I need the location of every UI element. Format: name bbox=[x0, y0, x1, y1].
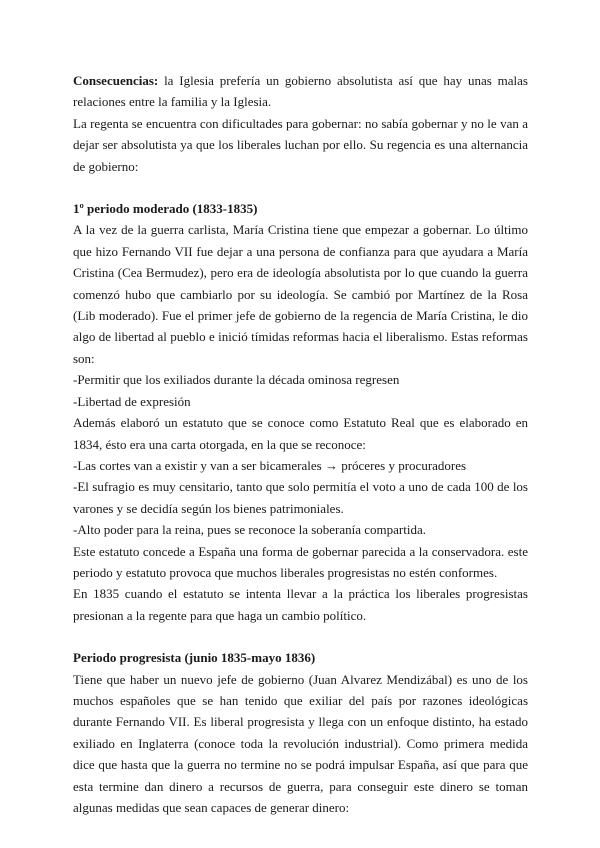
moderado-paragraph-1: A la vez de la guerra carlista, María Cristina tiene que empezar a gobernar. Lo último que hizo Fernando VII fue dejar a una persona de confianza para que ayudara a María Cristina (Cea Bermudez), pero era de ideología absolutista por lo que cuando la guerra comenzó hubo que cambiarlo por su ideología. Se cambió por Martínez de la Rosa (Lib moderado). Fue el primer jefe de gobierno de la regencia de María Cristina, le dio algo de libertad al pueblo e inició tímidas reformas hacia el liberalismo. Estas reformas son: bbox=[73, 222, 528, 366]
regenta-paragraph: La regenta se encuentra con dificultades para gobernar: no sabía gobernar y no le van a dejar ser absolutista ya que los liberales luchan por ello. Su regencia es una alternancia de gobierno: bbox=[73, 115, 528, 174]
progresista-paragraph-1: Tiene que haber un nuevo jefe de gobierno (Juan Alvarez Mendizábal) es uno de los muchos españoles que se han tenido que exiliar del país por razones ideológicas durante Fernando VII. Es liberal progresista y llega con un enfoque distinto, ha estado exiliado en Inglaterra (conoce toda la revolución industrial). Como primera medida dice que hasta que la guerra no termine no se podrá impulsar España, así que para que esta termine dan dinero a recursos de guerra, para conseguir este dinero se toman algunas medidas que sean capaces de generar dinero: bbox=[73, 671, 528, 815]
moderado-item-poder: -Alto poder para la reina, pues se reconoce la soberanía compartida. bbox=[73, 522, 427, 538]
consecuencias-paragraph bbox=[73, 70, 528, 113]
moderado-item-cortes: -Las cortes van a existir y van a ser bicamerales → próceres y procuradores bbox=[73, 457, 467, 473]
spacer bbox=[73, 177, 528, 198]
spacer bbox=[73, 626, 528, 647]
moderado-item-libertad: -Libertad de expresión bbox=[73, 393, 191, 409]
moderado-item-sufragio: -El sufragio es muy censitario, tanto que solo permitía el voto a uno de cada 100 de los varones y se decidía según los bienes patrimoniales. bbox=[73, 479, 528, 516]
moderado-paragraph-4: En 1835 cuando el estatuto se intenta llevar a la práctica los liberales progresistas presionan a la regente para que haga un cambio político. bbox=[73, 586, 528, 623]
consecuencias-text: la Iglesia prefería un gobierno absolutista así que hay unas malas relaciones entre la familia y la Iglesia. bbox=[73, 73, 528, 110]
progresista-heading: Periodo progresista (junio 1835-mayo 1836) bbox=[73, 650, 316, 666]
moderado-paragraph-3: Este estatuto concede a España una forma de gobernar parecida a la conservadora. este periodo y estatuto provoca que muchos liberales progresistas no estén conformes. bbox=[73, 543, 528, 580]
moderado-item-exiliados: -Permitir que los exiliados durante la década ominosa regresen bbox=[73, 372, 400, 388]
moderado-heading: 1º periodo moderado (1833-1835) bbox=[73, 201, 258, 217]
consecuencias-label: Consecuencias: bbox=[73, 73, 159, 88]
moderado-paragraph-2: Además elaboró un estatuto que se conoce como Estatuto Real que es elaborado en 1834, ésto era una carta otorgada, en la que se reconoce: bbox=[73, 415, 528, 452]
